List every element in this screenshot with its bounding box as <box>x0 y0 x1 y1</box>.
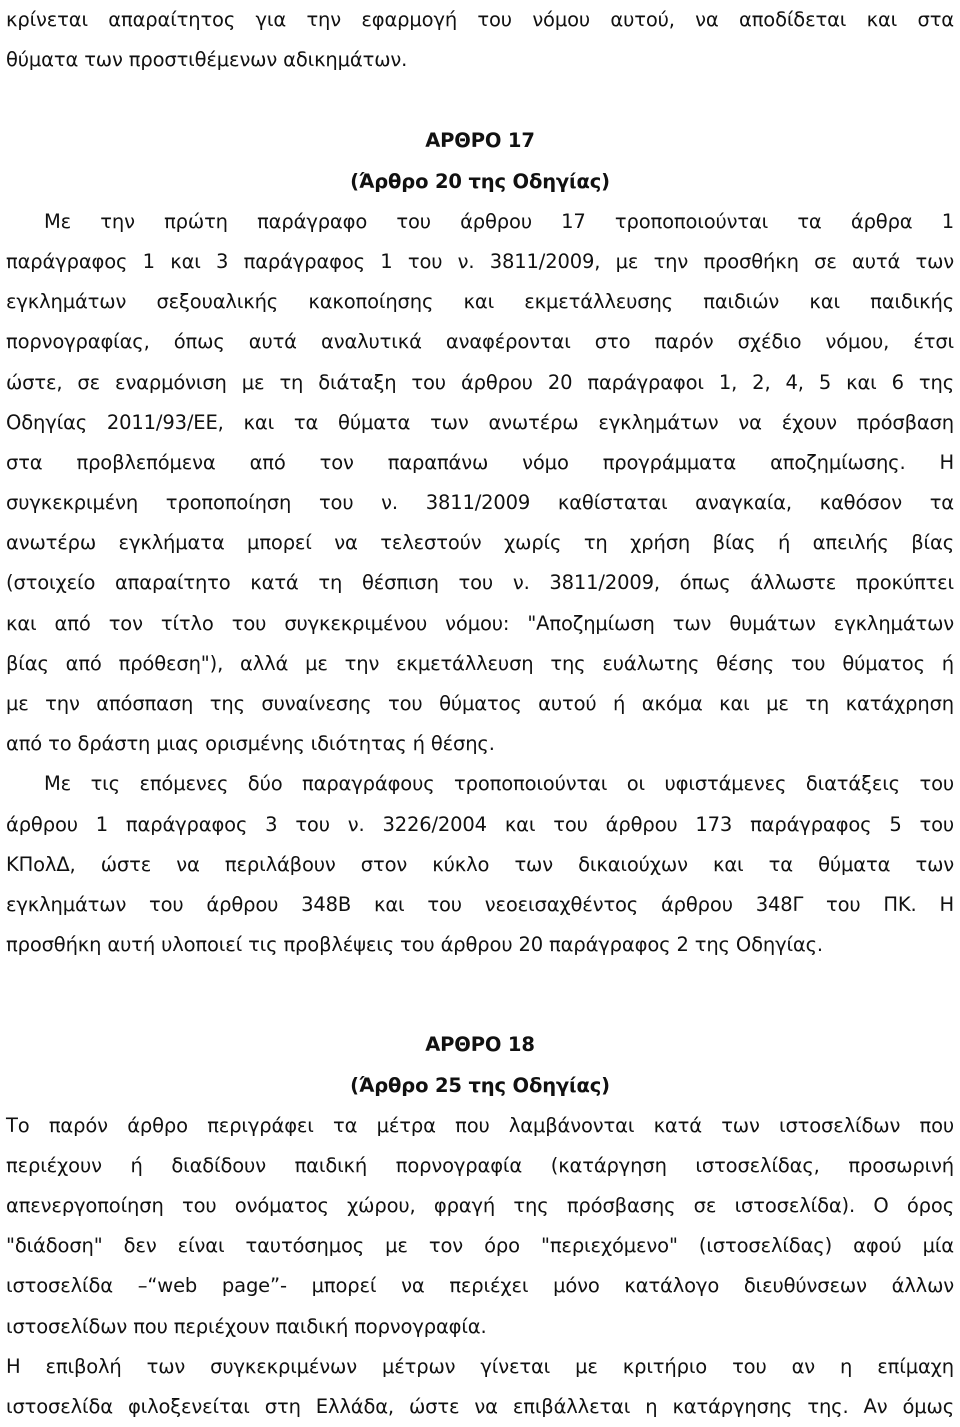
text-line: ιστοσελίδα φιλοξενείται στη Ελλάδα, ώστε να επιβάλλεται η κατάργησης της. Αν όμως <box>6 1395 954 1418</box>
text-line: θύματα των προστιθέμενων αδικημάτων. <box>6 48 408 72</box>
text-line: άρθρου 1 παράγραφος 3 του ν. 3226/2004 και του άρθρου 173 παράγραφος 5 του <box>6 812 954 836</box>
article-17-paragraph-2 <box>6 764 954 965</box>
article-17-subtitle: (Άρθρο 20 της Οδηγίας) <box>350 169 610 193</box>
article-17-paragraph-1 <box>6 202 954 765</box>
article-18 <box>6 1025 954 1427</box>
text-line: συγκεκριμένη τροποποίηση του ν. 3811/2009 καθίσταται αναγκαία, καθόσον τα <box>6 491 954 515</box>
text-line: απενεργοποίηση του ονόματος χώρου, φραγή της πρόσβασης σε ιστοσελίδα). Ο όρος <box>6 1194 954 1218</box>
text-line: Η επιβολή των συγκεκριμένων μέτρων γίνεται με κριτήριο του αν η επίμαχη <box>6 1354 954 1378</box>
text-line: εγκλημάτων του άρθρου 348Β και του νεοεισαχθέντος άρθρου 348Γ του ΠΚ. Η <box>6 892 954 916</box>
text-line: περιέχουν ή διαδίδουν παιδική πορνογραφία (κατάργηση ιστοσελίδας, προσωρινή <box>6 1153 954 1177</box>
article-18-paragraph-2 <box>6 1347 954 1427</box>
text-line: εγκλημάτων σεξουαλικής κακοποίησης και εκμετάλλευσης παιδιών και παιδικής <box>6 290 954 314</box>
text-line: Το παρόν άρθρο περιγράφει τα μέτρα που λαμβάνονται κατά των ιστοσελίδων που <box>6 1113 954 1137</box>
text-line: Με την πρώτη παράγραφο του άρθρου 17 τροποποιούνται τα άρθρα 1 <box>44 209 954 233</box>
text-line: (στοιχείο απαραίτητο κατά τη θέσπιση του ν. 3811/2009, όπως άλλωστε προκύπτει <box>6 571 954 595</box>
text-line: ανωτέρω εγκλήματα μπορεί να τελεστούν χωρίς τη χρήση βίας ή απειλής βίας <box>6 531 954 555</box>
text-line: ιστοσελίδων που περιέχουν παιδική πορνογραφία. <box>6 1314 487 1338</box>
text-line: Με τις επόμενες δύο παραγράφους τροποποιούνται οι υφιστάμενες διατάξεις του <box>44 772 954 796</box>
text-line: παράγραφος 1 και 3 παράγραφος 1 του ν. 3811/2009, με την προσθήκη σε αυτά των <box>6 249 954 273</box>
text-line: προσθήκη αυτή υλοποιεί τις προβλέψεις του άρθρου 20 παράγραφος 2 της Οδηγίας. <box>6 933 823 957</box>
text-line: και από τον τίτλο του συγκεκριμένου νόμου: "Αποζημίωση των θυμάτων εγκλημάτων <box>6 611 954 635</box>
text-line: Οδηγίας 2011/93/ΕΕ, και τα θύματα των ανωτέρω εγκλημάτων να έχουν πρόσβαση <box>6 410 954 434</box>
text-line: πορνογραφίας, όπως αυτά αναλυτικά αναφέρονται στο παρόν σχέδιο νόμου, έτσι <box>6 330 954 354</box>
text-line: ΚΠολΔ, ώστε να περιλάβουν στον κύκλο των δικαιούχων και τα θύματα των <box>6 852 954 876</box>
text-line: ιστοσελίδα –“web page”- μπορεί να περιέχει μόνο κατάλογο διευθύνσεων άλλων <box>6 1274 954 1298</box>
text-line: βίας από πρόθεση"), αλλά με την εκμετάλλευση της ευάλωτης θέσης του θύματος ή <box>6 651 954 675</box>
text-line: κρίνεται απαραίτητος για την εφαρμογή του νόμου αυτού, να αποδίδεται και στα <box>6 8 954 31</box>
article-17 <box>6 121 954 965</box>
text-line: "διάδοση" δεν είναι ταυτόσημος με τον όρο "περιεχόμενο" (ιστοσελίδας) αφού μία <box>6 1234 954 1258</box>
article-18-title: ΑΡΘΡΟ 18 <box>425 1033 535 1057</box>
text-line: στα προβλεπόμενα από τον παραπάνω νόμο προγράμματα αποζημίωσης. Η <box>6 450 954 474</box>
article-18-subtitle: (Άρθρο 25 της Οδηγίας) <box>350 1073 610 1097</box>
article-17-title: ΑΡΘΡΟ 17 <box>425 129 535 153</box>
text-line: ώστε, σε εναρμόνιση με τη διάταξη του άρθρου 20 παράγραφοι 1, 2, 4, 5 και 6 της <box>6 370 954 394</box>
text-line: με την απόσπαση της συναίνεσης του θύματος αυτού ή ακόμα και με τη κατάχρηση <box>6 692 954 715</box>
intro-paragraph <box>6 0 954 80</box>
article-18-paragraph-1 <box>6 1106 954 1347</box>
document-page <box>6 0 954 1427</box>
text-line: από το δράστη μιας ορισμένης ιδιότητας ή θέσης. <box>6 732 495 756</box>
